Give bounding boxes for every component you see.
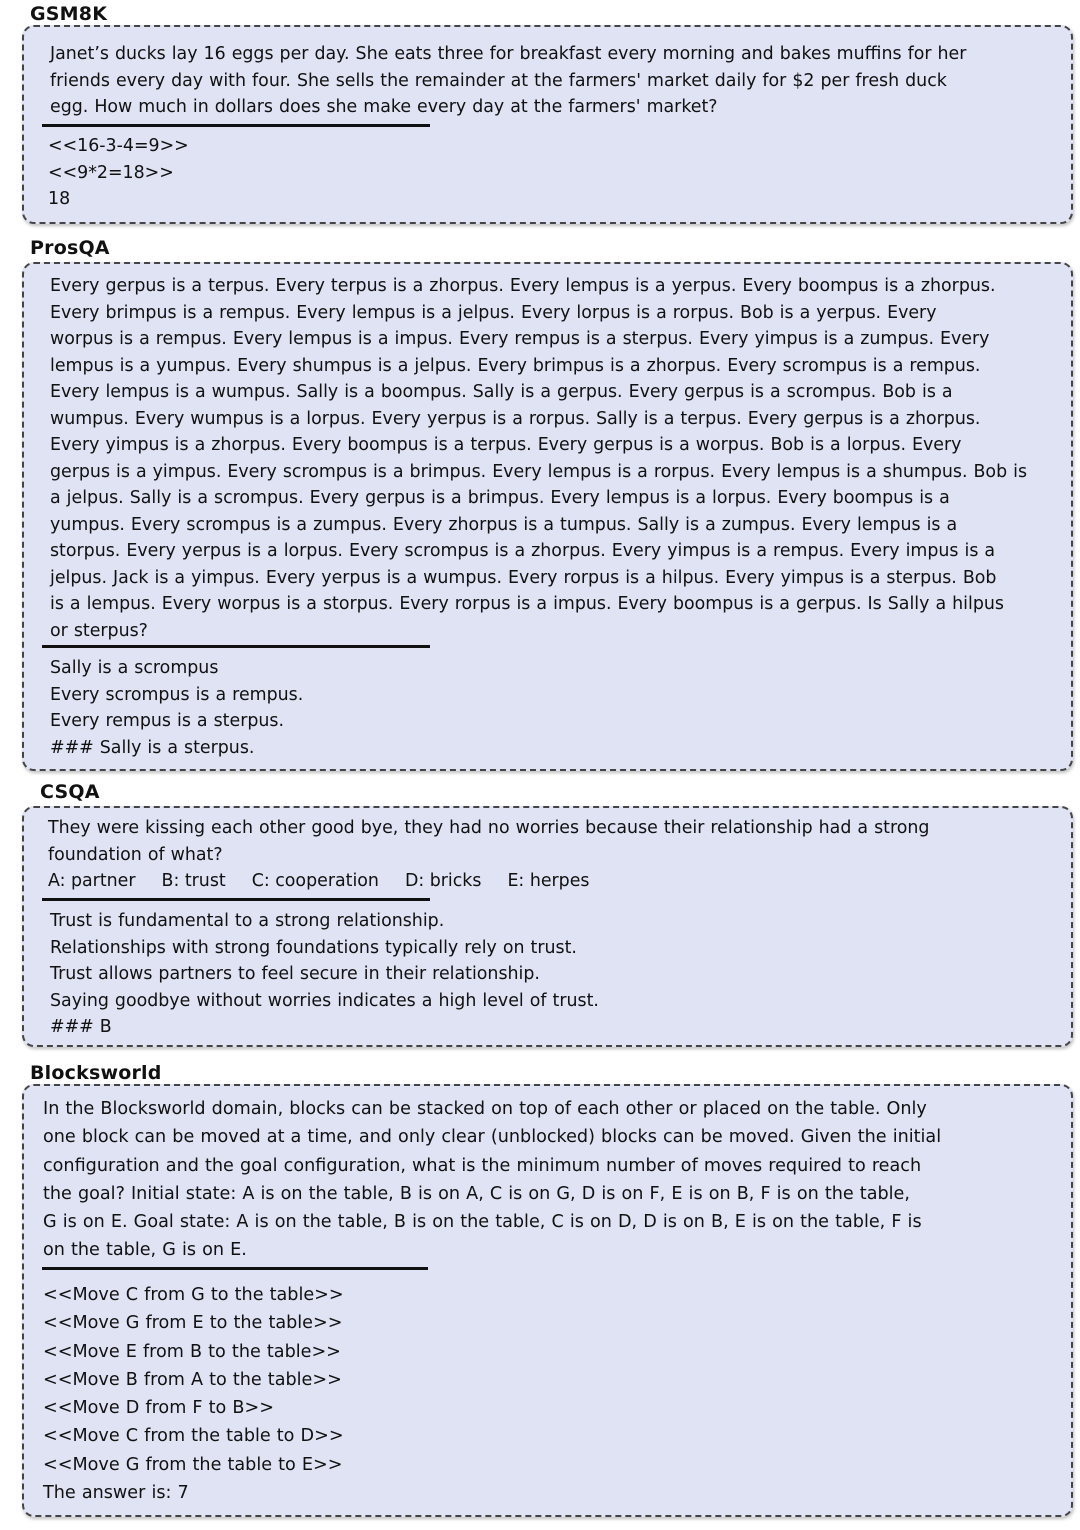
csqa-option-b: B: trust <box>161 871 226 891</box>
gsm8k-question: Janet’s ducks lay 16 eggs per day. She eats three for breakfast every morning and bakes muffins for her friends every day with four. She sells the remainder at the farmers' market daily for $2 per fresh duck egg. How much in dollars does she make every day at the farmers' market? <box>50 44 967 117</box>
gsm8k-answer: <<16-3-4=9>> <<9*2=18>> 18 <box>48 136 189 209</box>
prosqa-title: ProsQA <box>30 237 110 259</box>
csqa-divider <box>42 898 430 901</box>
csqa-option-c: C: cooperation <box>251 871 379 891</box>
gsm8k-title: GSM8K <box>30 3 108 25</box>
csqa-question: They were kissing each other good bye, they had no worries because their relationship had a strong foundation of what? <box>48 818 930 865</box>
gsm8k-divider <box>42 124 430 127</box>
blocksworld-divider <box>42 1267 428 1270</box>
csqa-option-e: E: herpes <box>507 871 590 891</box>
csqa-option-a: A: partner <box>48 871 136 891</box>
csqa-answer: Trust is fundamental to a strong relationship. Relationships with strong foundations typically rely on trust. Trust allows partners to feel secure in their relationship. Saying goodbye without worries indicates a high level of trust. ### B <box>50 911 599 1037</box>
csqa-title: CSQA <box>40 781 100 803</box>
blocksworld-title: Blocksworld <box>30 1062 162 1084</box>
prosqa-answer: Sally is a scrompus Every scrompus is a rempus. Every rempus is a sterpus. ### Sally is a sterpus. <box>50 658 304 758</box>
blocksworld-question: In the Blocksworld domain, blocks can be stacked on top of each other or placed on the table. Only one block can be moved at a time, and only clear (unblocked) blocks can be moved. Given the initial configuration and the goal configuration, what is the minimum number of moves required to reach the goal? Initial state: A is on the table, B is on A, C is on G, D is on F, E is on B, F is on the table, G is on E. Goal state: A is on the table, B is on the table, C is on D, D is on B, E is on the table, F is on the table, G is on E. <box>43 1099 942 1261</box>
csqa-option-d: D: bricks <box>404 871 482 891</box>
blocksworld-answer: <<Move C from G to the table>> <<Move G from E to the table>> <<Move E from B to the table>> <<Move B from A to the table>> <<Move D from F to B>> <<Move C from the table to D>> <<Move G from the table to E>> The answer is: 7 <box>43 1285 344 1504</box>
prosqa-question: Every gerpus is a terpus. Every terpus is a zhorpus. Every lempus is a yerpus. Every boompus is a zhorpus. Every brimpus is a rempus. Every lempus is a jelpus. Every lorpus is a rorpus. Bob is a yerpus. Every worpus is a rempus. Every lempus is a impus. Every rempus is a sterpus. Every yimpus is a zumpus. Every lempus is a yumpus. Every shumpus is a jelpus. Every brimpus is a zhorpus. Every scrompus is a rempus. Every lempus is a wumpus. Sally is a boompus. Sally is a gerpus. Every gerpus is a scrompus. Bob is a wumpus. Every wumpus is a lorpus. Every yerpus is a rorpus. Sally is a terpus. Every gerpus is a zhorpus. Every yimpus is a zhorpus. Every boompus is a terpus. Every gerpus is a worpus. Bob is a lorpus. Every gerpus is a yimpus. Every scrompus is a brimpus. Every lempus is a rorpus. Every lempus is a shumpus. Bob is a jelpus. Sally is a scrompus. Every gerpus is a brimpus. Every lempus is a lorpus. Every boompus is a yumpus. Every scrompus is a zumpus. Every zhorpus is a tumpus. Sally is a zumpus. Every lempus is a storpus. Every yerpus is a lorpus. Every scrompus is a zhorpus. Every yimpus is a rempus. Every impus is a jelpus. Jack is a yimpus. Every yerpus is a wumpus. Every rorpus is a hilpus. Every yimpus is a sterpus. Bob is a lempus. Every worpus is a storpus. Every rorpus is a impus. Every boompus is a gerpus. Is Sally a hilpus or sterpus? <box>50 276 1028 641</box>
prosqa-divider <box>42 645 430 648</box>
csqa-options <box>48 868 615 894</box>
